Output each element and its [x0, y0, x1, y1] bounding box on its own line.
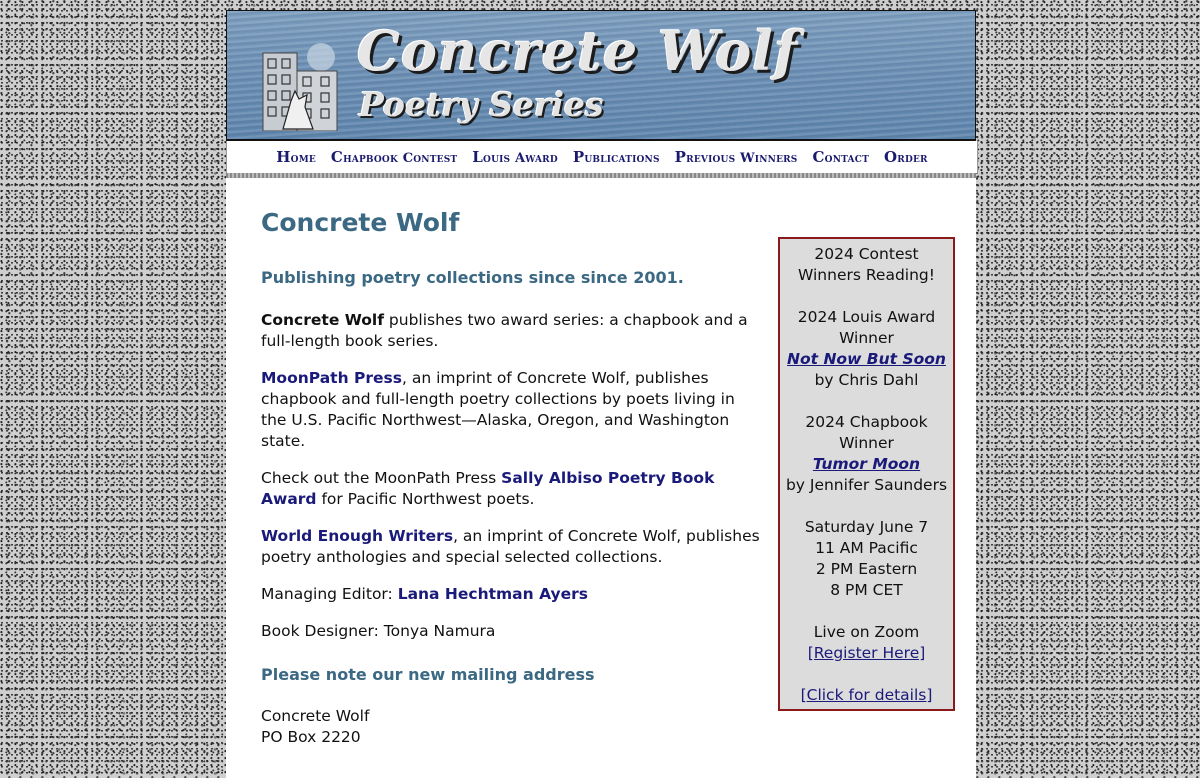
address-line-2: PO Box 2220 [261, 728, 361, 746]
moonpath-paragraph [261, 368, 761, 452]
chapbook-line-1: 2024 Chapbook [805, 413, 928, 431]
louis-award-line-2: Winner [839, 329, 894, 347]
chapbook-line-2: Winner [839, 434, 894, 452]
mailing-note: Please note our new mailing address [261, 665, 595, 684]
chapbook-winner-author: by Jennifer Saunders [785, 476, 948, 494]
nav-home[interactable]: Home [276, 148, 316, 166]
details-link[interactable]: [Click for details] [800, 686, 933, 704]
nav-louis-award[interactable]: Louis Award [472, 148, 558, 166]
banner-title: Concrete Wolf [357, 19, 799, 83]
award-text-pre: Check out the MoonPath Press [261, 469, 502, 487]
moonpath-text: , an imprint of Concrete Wolf, publishes chapbook and full-length poetry collections by poets living in the U.S. Pacific Northwest—Alaska, Oregon, and Washington state. [261, 369, 735, 450]
main-nav [226, 141, 978, 173]
louis-winner-author: by Chris Dahl [814, 371, 919, 389]
intro-text: publishes two award series: a chapbook and a full-length book series. [261, 311, 748, 350]
moonpath-press-link[interactable]: MoonPath Press [261, 369, 402, 387]
editor-line [261, 584, 761, 605]
site-banner[interactable] [226, 10, 976, 141]
editor-label: Managing Editor: [261, 585, 398, 603]
reading-line-1: 2024 Contest [814, 245, 919, 263]
address-line-1: Concrete Wolf [261, 707, 370, 725]
page-title: Concrete Wolf [261, 208, 460, 237]
chapbook-winner-title-link[interactable]: Tumor Moon [812, 455, 921, 473]
event-time-cet: 8 PM CET [830, 581, 903, 599]
designer-line: Book Designer: Tonya Namura [261, 622, 496, 640]
event-venue: Live on Zoom [813, 623, 920, 641]
nav-contact[interactable]: Contact [812, 148, 869, 166]
event-time-pacific: 11 AM Pacific [815, 539, 918, 557]
building-wolf-logo-icon [261, 41, 341, 131]
register-link[interactable]: [Register Here] [807, 644, 926, 662]
nav-previous-winners[interactable]: Previous Winners [674, 148, 798, 166]
content-area [226, 178, 976, 778]
nav-chapbook-contest[interactable]: Chapbook Contest [330, 148, 458, 166]
page-wrapper [226, 10, 976, 750]
wew-paragraph [261, 526, 761, 568]
wew-text: , an imprint of Concrete Wolf, publishes poetry anthologies and special selected collections. [261, 527, 760, 566]
louis-award-line-1: 2024 Louis Award [797, 308, 936, 326]
award-text-rest: for Pacific Northwest poets. [316, 490, 535, 508]
intro-paragraph [261, 310, 761, 352]
world-enough-writers-link[interactable]: World Enough Writers [261, 527, 454, 545]
banner-subtitle: Poetry Series [359, 85, 604, 124]
reading-line-2: Winners Reading! [798, 266, 935, 284]
sally-albiso-award-link[interactable]: Sally Albiso Poetry Book Award [261, 469, 715, 508]
editor-link[interactable]: Lana Hechtman Ayers [397, 585, 589, 603]
nav-order[interactable]: Order [883, 148, 928, 166]
nav-publications[interactable]: Publications [572, 148, 660, 166]
tagline: Publishing poetry collections since since 2001. [261, 268, 684, 287]
reading-announcement-box [778, 237, 955, 711]
event-date: Saturday June 7 [804, 518, 929, 536]
event-time-eastern: 2 PM Eastern [815, 560, 918, 578]
brand-name: Concrete Wolf [261, 311, 384, 329]
award-paragraph [261, 468, 761, 510]
louis-winner-title-link[interactable]: Not Now But Soon [787, 350, 946, 368]
